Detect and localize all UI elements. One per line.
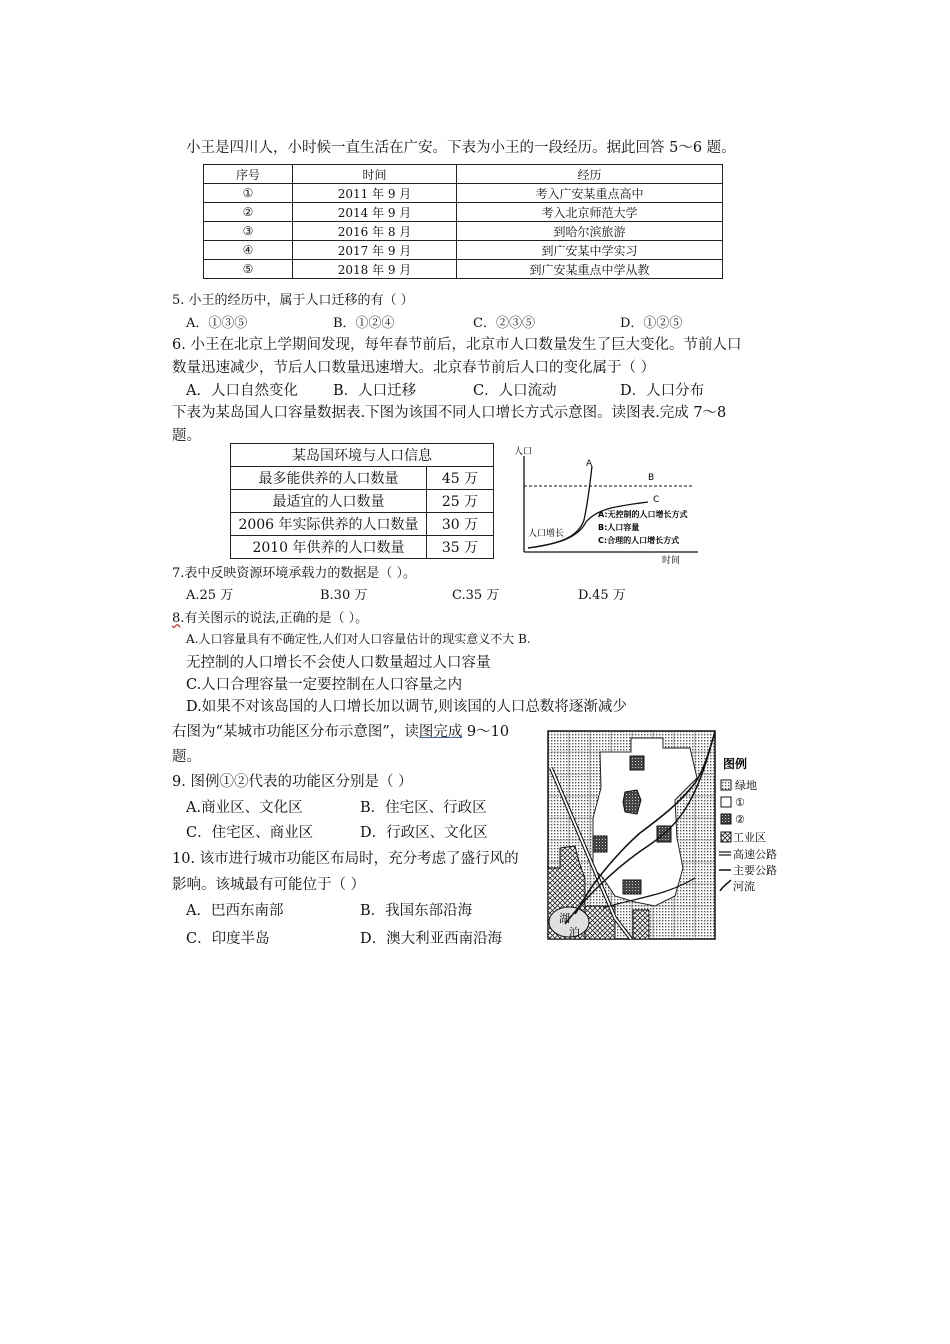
legend-title: 图例 [723, 757, 748, 771]
cell-item: 最多能供养的人口数量 [231, 467, 427, 490]
cell-index: ③ [204, 222, 293, 241]
legend-c: C:合理的人口增长方式 [598, 536, 680, 545]
intro-7-8-line2: 题。 [172, 428, 201, 444]
cell-experience: 到哈尔滨旅游 [457, 222, 723, 241]
cell-index: ① [204, 184, 293, 203]
q6-stem-line2: 数量迅速减少，节后人口数量迅速增大。北京春节前后人口的变化属于（ ） [172, 360, 656, 376]
legend-green: 绿地 [735, 779, 757, 792]
intro-9-10-line2: 题。 [172, 749, 201, 765]
q8-stem-text: .有关图示的说法,正确的是（ ）。 [180, 611, 369, 626]
intro-7-8-line1: 下表为某岛国人口容量数据表.下图为该国不同人口增长方式示意图。读图表.完成 7～8 [172, 405, 727, 421]
legend-industrial-icon [721, 832, 731, 842]
table-row [204, 241, 723, 260]
intro-9-10-line1 [172, 720, 509, 741]
legend-one-icon [721, 797, 731, 807]
cell-item: 最适宜的人口数量 [231, 490, 427, 513]
q10-stem-line1: 10. 该市进行城市功能区布局时，充分考虑了盛行风的 [172, 851, 519, 867]
q7-option-c[interactable]: C.35 万 [452, 588, 500, 603]
q6-option-b[interactable]: B．人口迁移 [333, 383, 417, 399]
table-title-row [231, 444, 494, 467]
q5-option-d[interactable]: D．①②⑤ [620, 316, 683, 331]
cell-time: 2014 年 9 月 [293, 203, 457, 222]
legend-road: 主要公路 [733, 864, 777, 877]
legend-river-icon [720, 880, 731, 891]
col-header-index: 序号 [204, 165, 293, 184]
q8-option-b-line[interactable]: 无控制的人口增长不会使人口数量超过人口容量 [186, 655, 491, 671]
legend-b: B:人口容量 [598, 523, 640, 532]
intro-5-6: 小王是四川人，小时候一直生活在广安。下表为小王的一段经历。据此回答 5～6 题。 [186, 140, 736, 156]
q7-stem: 7.表中反映资源环境承载力的数据是（ ）。 [172, 566, 417, 581]
curve-c-label: C [653, 495, 660, 505]
population-growth-diagram [508, 440, 708, 570]
legend-two: ② [735, 813, 745, 826]
q8-option-d[interactable]: D.如果不对该岛国的人口增长加以调节,则该国的人口总数将逐渐减少 [186, 699, 627, 715]
table-row [231, 536, 494, 559]
cell-time: 2016 年 8 月 [293, 222, 457, 241]
q9-option-a[interactable]: A.商业区、文化区 [186, 800, 303, 816]
commercial-block [630, 756, 644, 770]
q7-option-a[interactable]: A.25 万 [186, 588, 234, 603]
experience-table [203, 164, 723, 279]
cell-experience: 考入广安某重点高中 [457, 184, 723, 203]
table-row [231, 467, 494, 490]
q5-option-a[interactable]: A．①③⑤ [186, 316, 248, 331]
legend-two-icon [721, 814, 731, 824]
q9-option-c[interactable]: C．住宅区、商业区 [186, 825, 314, 841]
legend-industrial: 工业区 [733, 831, 766, 844]
q7-option-b[interactable]: B.30 万 [320, 588, 368, 603]
x-axis-label: 时间 [662, 556, 681, 566]
intro-9-10-underlined: 图完成 [418, 724, 463, 740]
col-header-time: 时间 [293, 165, 457, 184]
legend-river: 河流 [733, 880, 755, 893]
cell-time: 2018 年 9 月 [293, 260, 457, 279]
legend-a: A:无控制的人口增长方式 [598, 510, 688, 519]
cell-value: 30 万 [427, 513, 494, 536]
cell-value: 35 万 [427, 536, 494, 559]
lake-label-1: 湖 [559, 912, 570, 925]
legend-highway: 高速公路 [733, 848, 777, 861]
table-row [204, 222, 723, 241]
table-header-row [204, 165, 723, 184]
q8-number: 8 [172, 611, 181, 626]
lake-label-2: 泊 [569, 926, 580, 939]
table-row [204, 184, 723, 203]
population-table [230, 443, 494, 559]
cell-index: ② [204, 203, 293, 222]
q9-stem: 9. 图例①②代表的功能区分别是（ ） [172, 774, 413, 790]
cell-item: 2006 年实际供养的人口数量 [231, 513, 427, 536]
cell-index: ⑤ [204, 260, 293, 279]
q6-option-a[interactable]: A．人口自然变化 [186, 383, 298, 399]
curve-b-label: B [648, 473, 655, 483]
q9-option-d[interactable]: D．行政区、文化区 [360, 825, 488, 841]
q10-stem-line2: 影响。该城最有可能位于（ ） [172, 877, 366, 893]
cell-experience: 考入北京师范大学 [457, 203, 723, 222]
q8-option-c[interactable]: C.人口合理容量一定要控制在人口容量之内 [186, 677, 463, 693]
table-row [231, 513, 494, 536]
table-row [231, 490, 494, 513]
intro-9-10-text: 右图为“某城市功能区分布示意图”，读 [172, 724, 419, 740]
commercial-block [623, 880, 641, 894]
cell-value: 25 万 [427, 490, 494, 513]
table-row [204, 203, 723, 222]
cell-experience: 到广安某重点中学从教 [457, 260, 723, 279]
q8-option-a-line[interactable]: A.人口容量具有不确定性,人们对人口容量估计的现实意义不大 B. [186, 632, 531, 646]
q8-stem [172, 607, 368, 626]
cell-index: ④ [204, 241, 293, 260]
q10-option-d[interactable]: D．澳大利亚西南沿海 [360, 931, 503, 947]
cell-item: 2010 年供养的人口数量 [231, 536, 427, 559]
growth-label: 人口增长 [528, 529, 565, 539]
q5-option-c[interactable]: C．②③⑤ [473, 316, 535, 331]
col-header-experience: 经历 [457, 165, 723, 184]
q9-option-b[interactable]: B．住宅区、行政区 [360, 800, 487, 816]
cell-time: 2011 年 9 月 [293, 184, 457, 203]
curve-a-label: A [586, 459, 593, 469]
city-function-map [545, 728, 795, 943]
cell-time: 2017 年 9 月 [293, 241, 457, 260]
table-title: 某岛国环境与人口信息 [231, 444, 494, 467]
commercial-block [593, 836, 607, 852]
legend-green-icon [721, 780, 731, 790]
q5-option-b[interactable]: B．①②④ [333, 316, 395, 331]
q6-stem-line1: 6. 小王在北京上学期间发现，每年春节前后，北京市人口数量发生了巨大变化。节前人口 [172, 337, 742, 353]
legend-one: ① [735, 796, 745, 809]
q6-option-c[interactable]: C．人口流动 [473, 383, 557, 399]
q6-option-d[interactable]: D．人口分布 [620, 383, 705, 399]
q10-option-b[interactable]: B．我国东部沿海 [360, 903, 473, 919]
q10-option-c[interactable]: C．印度半岛 [186, 931, 270, 947]
intro-9-10-range: 9～10 [462, 724, 510, 740]
table-row [204, 260, 723, 279]
cell-value: 45 万 [427, 467, 494, 490]
industrial-zone [633, 910, 649, 939]
q7-option-d[interactable]: D.45 万 [578, 588, 626, 603]
cell-experience: 到广安某中学实习 [457, 241, 723, 260]
q10-option-a[interactable]: A．巴西东南部 [186, 903, 284, 919]
y-axis-label: 人口 [514, 447, 533, 457]
q5-stem: 5. 小王的经历中，属于人口迁移的有（ ） [172, 293, 414, 308]
commercial-block [623, 790, 641, 814]
